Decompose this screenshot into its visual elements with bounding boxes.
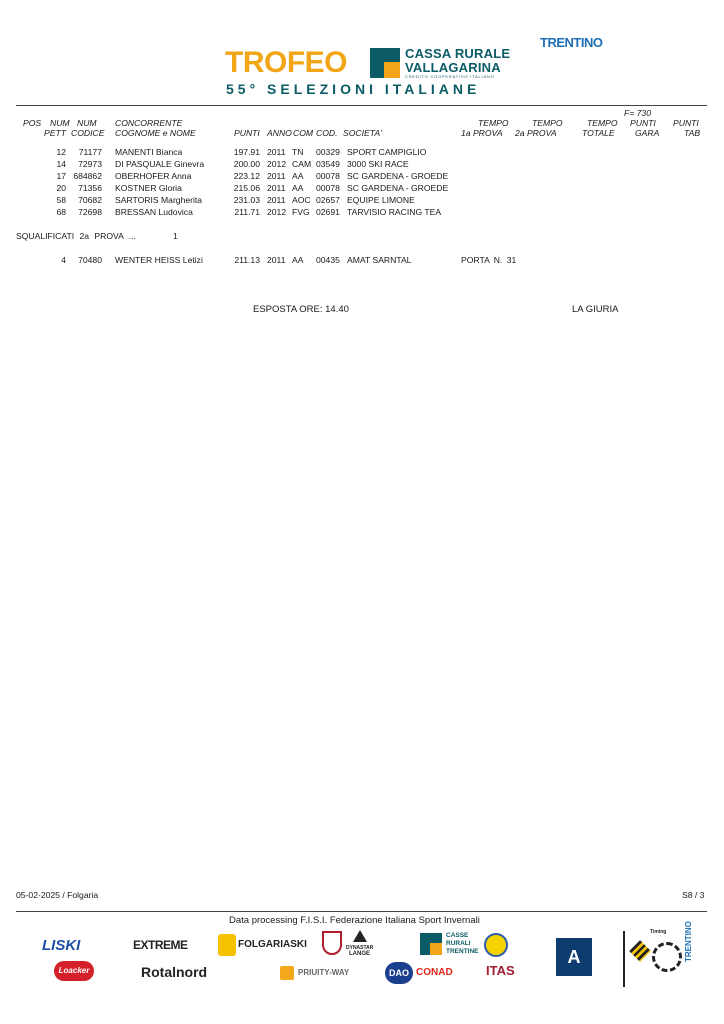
col-pett: PETT xyxy=(44,128,66,138)
rossignol-shield-icon xyxy=(322,931,342,955)
conad-logo: CONAD xyxy=(416,967,453,978)
row-com: AOC xyxy=(292,195,311,205)
squalificati-count: 1 xyxy=(173,231,178,241)
lange-logo: LANGE xyxy=(349,951,370,957)
col-concorrente: CONCORRENTE xyxy=(115,118,183,128)
row-punti: 200.00 xyxy=(233,159,260,169)
row-com: AA xyxy=(292,171,304,181)
row-cod: 02657 xyxy=(316,195,340,205)
timing-label: Timing xyxy=(650,929,667,935)
trentino-logo: TRENTINO xyxy=(540,35,603,50)
row-pett: 20 xyxy=(56,183,66,193)
sponsor-line2: VALLAGARINA xyxy=(405,60,501,75)
row-com: TN xyxy=(292,147,304,157)
la-giuria: LA GIURIA xyxy=(572,304,619,315)
row-anno: 2011 xyxy=(267,147,286,157)
col-totale: TOTALE xyxy=(582,128,615,138)
footer-page: S8 / 3 xyxy=(682,890,705,900)
lisky-logo: LISKI xyxy=(42,937,81,954)
footer-date-place: 05-02-2025 / Folgaria xyxy=(16,890,99,900)
row-cod: 00078 xyxy=(316,171,340,181)
row-com: CAM xyxy=(292,159,312,169)
event-subtitle: 55° SELEZIONI ITALIANE xyxy=(226,81,481,97)
row-anno: 2012 xyxy=(267,207,287,217)
f-value: F= 730 xyxy=(624,108,651,118)
casse-rurali-logo: CASSE RURALI TRENTINE xyxy=(446,932,479,955)
row-anno: 2011 xyxy=(267,171,286,181)
col-tempo1: TEMPO xyxy=(478,118,509,128)
casse-rurali-square-icon xyxy=(420,933,442,955)
row-societa: SC GARDENA - GROEDE xyxy=(347,183,449,193)
col-cognome-nome: COGNOME e NOME xyxy=(115,128,196,138)
extreme-logo: EXTREME xyxy=(133,938,188,952)
dq-cod: 00435 xyxy=(316,255,340,265)
row-pett: 12 xyxy=(56,147,66,157)
row-nome: MANENTI Bianca xyxy=(115,147,183,157)
row-codice: 684862 xyxy=(73,171,102,181)
dq-porta: PORTA N. 31 xyxy=(461,255,517,265)
seal-emblem-icon xyxy=(484,933,508,957)
row-nome: DI PASQUALE Ginevra xyxy=(115,159,205,169)
row-pett: 58 xyxy=(56,195,66,205)
row-societa: 3000 SKI RACE xyxy=(347,159,409,169)
dq-com: AA xyxy=(292,255,304,265)
squalificati-label: SQUALIFICATI 2a PROVA ... xyxy=(16,231,136,241)
col-codice: CODICE xyxy=(71,128,105,138)
row-punti: 223.12 xyxy=(233,171,260,181)
row-anno: 2012 xyxy=(267,159,287,169)
row-codice: 72973 xyxy=(78,159,102,169)
dq-codice: 70480 xyxy=(78,255,102,265)
trentino-vertical-logo: TRENTINO xyxy=(684,921,693,962)
dq-anno: 2011 xyxy=(267,255,286,265)
row-com: FVG xyxy=(292,207,310,217)
itas-logo: ITAS xyxy=(486,963,515,978)
col-prova1: 1a PROVA xyxy=(461,128,503,138)
row-punti: 197.91 xyxy=(233,147,260,157)
row-punti: 215.06 xyxy=(233,183,260,193)
folgaria-mascot-icon xyxy=(218,934,236,956)
col-com: COM xyxy=(293,128,314,138)
dq-nome: WENTER HEISS Letizi xyxy=(115,255,203,265)
data-processing: Data processing F.I.S.I. Federazione Italiana Sport Invernali xyxy=(229,915,480,926)
col-societa: SOCIETA' xyxy=(343,128,382,138)
timing-separator xyxy=(623,931,625,987)
loacker-logo: Loacker xyxy=(54,961,94,981)
row-cod: 02691 xyxy=(316,207,340,217)
col-prova2: 2a PROVA xyxy=(515,128,557,138)
row-societa: EQUIPE LIMONE xyxy=(347,195,415,205)
row-societa: SC GARDENA - GROEDE xyxy=(347,171,449,181)
col-punti-tab: PUNTI xyxy=(673,118,699,128)
col-anno: ANNO xyxy=(267,128,292,138)
row-societa: TARVISIO RACING TEA xyxy=(347,207,442,217)
col-gara: GARA xyxy=(635,128,660,138)
row-nome: KOSTNER Gloria xyxy=(115,183,182,193)
row-pett: 17 xyxy=(56,171,66,181)
esposta-ore: ESPOSTA ORE: 14.40 xyxy=(253,304,349,315)
row-pett: 68 xyxy=(56,207,66,217)
checkered-flag-icon xyxy=(629,940,651,962)
header-rule xyxy=(16,105,707,106)
row-codice: 72698 xyxy=(78,207,102,217)
row-cod: 03549 xyxy=(316,159,340,169)
row-anno: 2011 xyxy=(267,195,286,205)
priority-way-logo: PRIUITY-WAY xyxy=(298,968,350,977)
col-punti-gara: PUNTI xyxy=(630,118,656,128)
priority-way-icon xyxy=(280,966,294,980)
row-cod: 00329 xyxy=(316,147,340,157)
col-tempo3: TEMPO xyxy=(587,118,618,128)
row-societa: SPORT CAMPIGLIO xyxy=(347,147,427,157)
cassa-rurale-logo-icon xyxy=(370,48,400,78)
row-com: AA xyxy=(292,183,304,193)
a-badge-icon: A xyxy=(556,938,592,976)
col-punti: PUNTI xyxy=(234,128,260,138)
dao-logo: DAO xyxy=(385,962,413,984)
row-punti: 211.71 xyxy=(234,207,260,217)
col-tab: TAB xyxy=(684,128,701,138)
col-cod: COD. xyxy=(316,128,338,138)
footer-rule xyxy=(16,911,707,912)
row-codice: 71177 xyxy=(78,147,102,157)
row-nome: BRESSAN Ludovica xyxy=(115,207,193,217)
col-pos: POS xyxy=(23,118,42,128)
row-nome: OBERHOFER Anna xyxy=(115,171,192,181)
row-codice: 71356 xyxy=(78,183,102,193)
dynastar-triangle-icon xyxy=(353,930,367,942)
sponsor-line1: CASSA RURALE xyxy=(405,46,511,61)
sponsor-subtitle: CREDITO COOPERATIVO ITALIANO xyxy=(405,74,495,79)
row-cod: 00078 xyxy=(316,183,340,193)
col-num1: NUM xyxy=(50,118,70,128)
dq-societa: AMAT SARNTAL xyxy=(347,255,412,265)
timing-wheel-icon xyxy=(652,942,682,972)
row-codice: 70682 xyxy=(78,195,102,205)
row-pett: 14 xyxy=(56,159,66,169)
dynastar-logo: DYNASTAR xyxy=(346,945,374,951)
folgaria-logo: FOLGARIASKI xyxy=(238,939,307,950)
trofeo-title: TROFEO xyxy=(225,46,347,79)
col-num2: NUM xyxy=(77,118,97,128)
col-tempo2: TEMPO xyxy=(532,118,563,128)
row-nome: SARTORIS Margherita xyxy=(115,195,203,205)
rotalnord-logo: Rotalnord xyxy=(141,964,208,980)
dq-punti: 211.13 xyxy=(234,255,260,265)
dq-pett: 4 xyxy=(61,255,66,265)
row-punti: 231.03 xyxy=(233,195,260,205)
row-anno: 2011 xyxy=(267,183,286,193)
